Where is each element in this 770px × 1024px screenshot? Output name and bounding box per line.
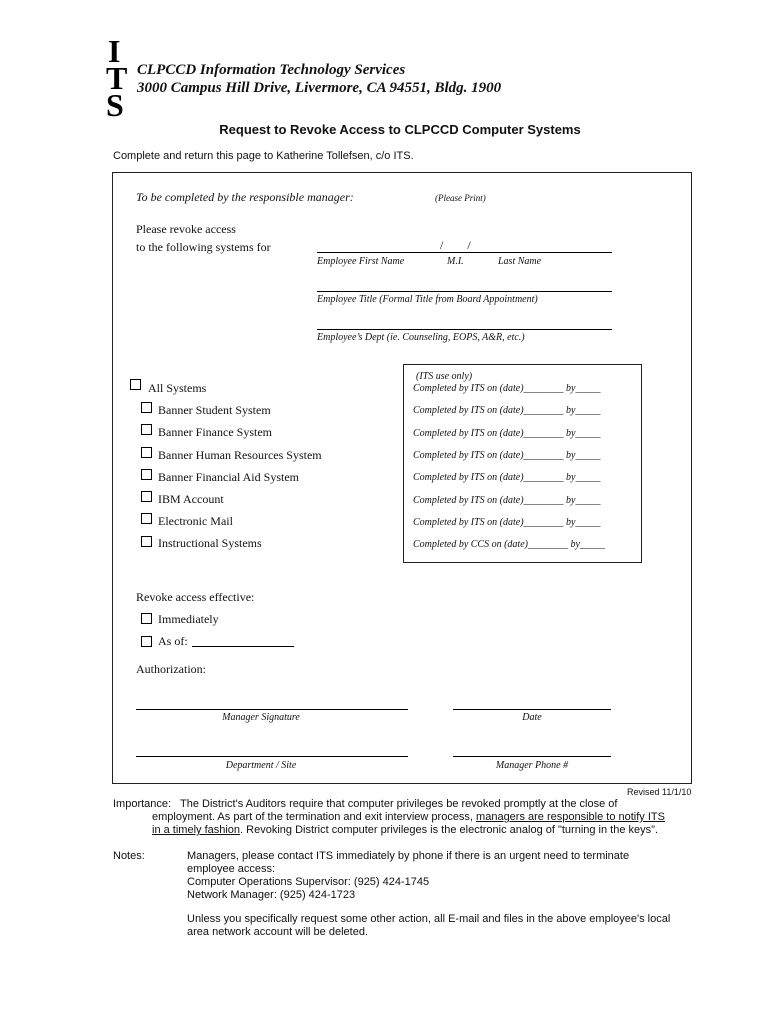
name-separators: / /	[440, 238, 471, 252]
notes-line-3: Computer Operations Supervisor: (925) 424-1745	[187, 876, 430, 888]
notes-final-line2: area network account will be deleted.	[187, 926, 368, 938]
date-field[interactable]	[453, 709, 611, 710]
notes-line-4: Network Manager: (925) 424-1723	[187, 889, 356, 901]
system-label-all-systems: All Systems	[148, 381, 207, 395]
employee-title-label: Employee Title (Formal Title from Board Appointment)	[317, 294, 538, 305]
manager-signature-label: Manager Signature	[222, 712, 300, 723]
notes-line-1: Managers, please contact ITS immediately by phone if there is an urgent need to terminate	[187, 850, 630, 862]
as-of-checkbox[interactable]	[141, 636, 152, 647]
revoke-intro-line1: Please revoke access	[136, 222, 236, 236]
banner-financial-aid-checkbox[interactable]	[141, 469, 152, 480]
manager-prompt: To be completed by the responsible manager:	[136, 190, 354, 204]
immediately-label: Immediately	[158, 612, 219, 626]
system-status-banner-hr: Completed by ITS on (date)________ by_____	[413, 450, 601, 461]
manager-phone-label: Manager Phone #	[495, 760, 569, 771]
logo-letter-s: S	[106, 87, 124, 123]
notes-final-line1: Unless you specifically request some other action, all E-mail and files in the above employee's local	[187, 913, 671, 925]
system-status-ibm-account: Completed by ITS on (date)________ by_____	[413, 495, 601, 506]
last-name-label: Last Name	[498, 256, 542, 267]
importance-line3	[152, 824, 658, 837]
importance-label: Importance:	[113, 798, 172, 810]
logo-letter-t: T	[106, 60, 128, 96]
importance-line3-text: . Revoking District computer privileges is the electronic analog of "turning in the keys".	[240, 824, 659, 836]
system-status-banner-financial-aid: Completed by ITS on (date)________ by_____	[413, 472, 601, 483]
banner-hr-checkbox[interactable]	[141, 447, 152, 458]
system-label-banner-financial-aid: Banner Financial Aid System	[158, 470, 299, 484]
banner-finance-checkbox[interactable]	[141, 424, 152, 435]
please-print-note: (Please Print)	[435, 193, 486, 203]
revoke-effective-label: Revoke access effective:	[136, 590, 255, 604]
system-status-instructional-systems: Completed by CCS on (date)________ by_____	[413, 539, 605, 550]
employee-dept-field[interactable]	[317, 329, 612, 330]
logo-letter-i: I	[108, 33, 121, 69]
notes-line-2: employee access:	[187, 863, 276, 875]
manager-signature-field[interactable]	[136, 709, 408, 710]
system-status-all-systems: Completed by ITS on (date)________ by_____	[413, 383, 601, 394]
org-address: 3000 Campus Hill Drive, Livermore, CA 94551, Bldg. 1900	[137, 80, 502, 96]
banner-student-checkbox[interactable]	[141, 402, 152, 413]
as-of-label: As of:	[158, 634, 188, 648]
first-name-label: Employee First Name	[317, 256, 405, 267]
system-label-electronic-mail: Electronic Mail	[158, 514, 233, 528]
system-label-instructional-systems: Instructional Systems	[158, 536, 262, 550]
importance-line3-underlined: in a timely fashion	[152, 824, 241, 836]
department-site-field[interactable]	[136, 756, 408, 757]
system-label-banner-hr: Banner Human Resources System	[158, 448, 322, 462]
mi-label: M.I.	[447, 256, 464, 267]
authorization-label: Authorization:	[136, 662, 206, 676]
date-label: Date	[522, 712, 542, 723]
importance-line2-text: employment. As part of the termination and exit interview process,	[152, 811, 477, 823]
system-label-ibm-account: IBM Account	[158, 492, 224, 506]
return-instruction: Complete and return this page to Katherine Tollefsen, c/o ITS.	[113, 150, 414, 162]
instructional-systems-checkbox[interactable]	[141, 536, 152, 547]
employee-dept-label: Employee’s Dept (ie. Counseling, EOPS, A&R, etc.)	[317, 332, 525, 343]
importance-line1: The District's Auditors require that computer privileges be revoked promptly at the close of	[180, 798, 618, 810]
revoke-intro-line2: to the following systems for	[136, 240, 271, 254]
manager-phone-field[interactable]	[453, 756, 611, 757]
revised-date: Revised 11/1/10	[627, 787, 692, 797]
system-status-banner-student: Completed by ITS on (date)________ by_____	[413, 405, 601, 416]
its-use-only-label: (ITS use only)	[416, 371, 473, 382]
system-status-electronic-mail: Completed by ITS on (date)________ by_____	[413, 517, 601, 528]
ibm-account-checkbox[interactable]	[141, 491, 152, 502]
immediately-checkbox[interactable]	[141, 613, 152, 624]
document-title: Request to Revoke Access to CLPCCD Computer Systems	[219, 122, 581, 137]
org-name: CLPCCD Information Technology Services	[137, 62, 406, 78]
as-of-date-field[interactable]	[192, 646, 294, 647]
notes-label: Notes:	[113, 850, 145, 862]
employee-title-field[interactable]	[317, 291, 612, 292]
system-label-banner-finance: Banner Finance System	[158, 425, 272, 439]
importance-line2-underlined: managers are responsible to notify ITS	[476, 811, 665, 823]
system-label-banner-student: Banner Student System	[158, 403, 271, 417]
all-systems-checkbox[interactable]	[130, 379, 141, 390]
importance-line2	[152, 811, 665, 824]
department-site-label: Department / Site	[225, 760, 297, 771]
system-status-banner-finance: Completed by ITS on (date)________ by_____	[413, 428, 601, 439]
electronic-mail-checkbox[interactable]	[141, 513, 152, 524]
